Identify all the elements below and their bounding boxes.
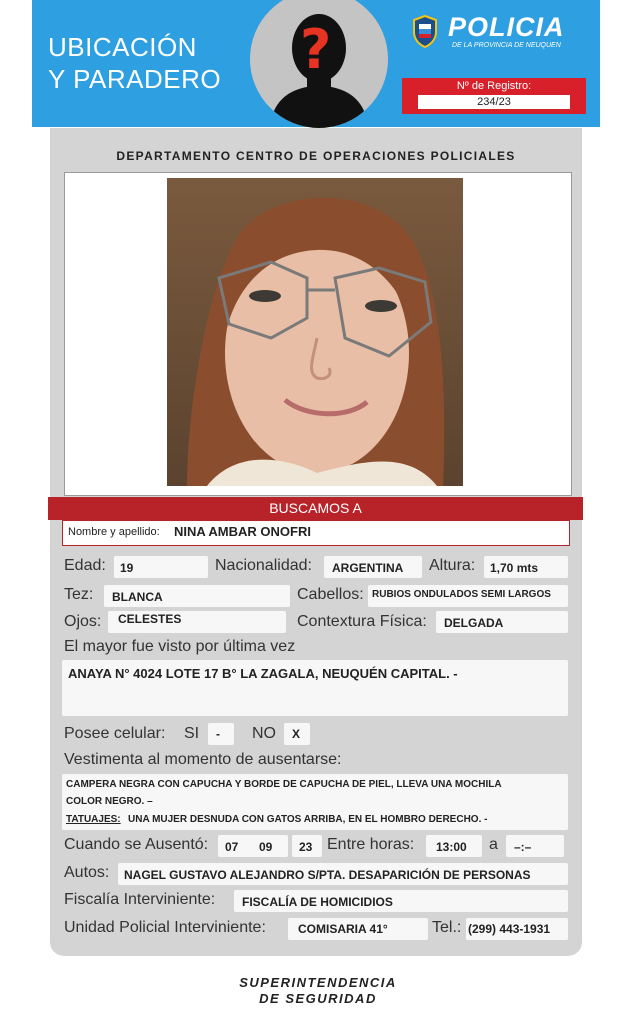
visto-value: ANAYA N° 4024 LOTE 17 B° LA ZAGALA, NEUQUÉN CAPITAL. - <box>68 666 458 681</box>
autos-value: NAGEL GUSTAVO ALEJANDRO S/PTA. DESAPARICIÓN DE PERSONAS <box>124 868 531 882</box>
nacionalidad-label: Nacionalidad: <box>215 557 312 574</box>
anio-value: 23 <box>299 840 313 854</box>
hora-hasta-value: –:– <box>514 840 532 854</box>
edad-label: Edad: <box>64 557 106 574</box>
brand-name: POLICIA <box>448 12 565 42</box>
footer-line2: DE SEGURIDAD <box>259 991 377 1006</box>
tel-value: (299) 443-1931 <box>468 922 551 936</box>
cabellos-value: RUBIOS ONDULADOS SEMI LARGOS <box>372 589 551 600</box>
vestimenta-line2: COLOR NEGRO. – <box>66 796 153 807</box>
no-label: NO <box>252 725 276 742</box>
registro-label: Nº de Registro: <box>456 80 532 92</box>
tatuajes-label: TATUAJES: <box>66 814 121 825</box>
si-box <box>208 723 234 745</box>
unidad-value: COMISARIA 41° <box>298 922 388 936</box>
question-mark-icon: ? <box>300 18 332 81</box>
brand-subtitle: DE LA PROVINCIA DE NEUQUEN <box>452 42 561 49</box>
visto-label: El mayor fue visto por última vez <box>64 638 296 655</box>
contextura-label: Contextura Física: <box>297 613 427 630</box>
tez-value: BLANCA <box>112 590 163 604</box>
unidad-label: Unidad Policial Interviniente: <box>64 919 266 936</box>
title-line1: UBICACIÓN <box>48 32 197 62</box>
edad-value: 19 <box>120 561 134 575</box>
no-value: X <box>292 727 301 741</box>
footer-line1: SUPERINTENDENCIA <box>239 975 397 990</box>
si-value: - <box>216 727 220 741</box>
tatuajes-value: UNA MUJER DESNUDA CON GATOS ARRIBA, EN EL HOMBRO DERECHO. - <box>128 814 488 825</box>
nacionalidad-value: ARGENTINA <box>332 561 404 575</box>
autos-label: Autos: <box>64 864 110 881</box>
search-banner-text: BUSCAMOS A <box>269 500 362 516</box>
ojos-value: CELESTES <box>118 612 182 626</box>
registro-value: 234/23 <box>418 95 570 109</box>
police-shield-icon <box>412 14 438 48</box>
name-label: Nombre y apellido: <box>68 526 160 538</box>
contextura-value: DELGADA <box>444 616 504 630</box>
horas-label: Entre horas: <box>327 836 415 853</box>
altura-value: 1,70 mts <box>490 561 539 575</box>
vestimenta-label: Vestimenta al momento de ausentarse: <box>64 751 342 768</box>
mes-value: 09 <box>259 840 273 854</box>
vestimenta-line1: CAMPERA NEGRA CON CAPUCHA Y BORDE DE CAPUCHA DE PIEL, LLEVA UNA MOCHILA <box>66 779 502 790</box>
ojos-label: Ojos: <box>64 613 102 630</box>
title-line2: Y PARADERO <box>48 64 222 94</box>
cabellos-label: Cabellos: <box>297 586 364 603</box>
dia-value: 07 <box>225 840 239 854</box>
person-photo <box>167 178 463 486</box>
department-title: DEPARTAMENTO CENTRO DE OPERACIONES POLICIALES <box>116 149 516 163</box>
hora-desde-value: 13:00 <box>436 840 467 854</box>
a-label: a <box>489 836 498 853</box>
si-label: SI <box>184 725 200 742</box>
fiscalia-value: FISCALÍA DE HOMICIDIOS <box>242 895 393 909</box>
name-value: NINA AMBAR ONOFRI <box>174 524 311 539</box>
ausento-label: Cuando se Ausentó: <box>64 836 209 853</box>
tez-label: Tez: <box>64 586 94 603</box>
celular-label: Posee celular: <box>64 725 166 742</box>
fiscalia-label: Fiscalía Interviniente: <box>64 891 216 908</box>
tel-label: Tel.: <box>432 919 462 936</box>
altura-label: Altura: <box>429 557 476 574</box>
